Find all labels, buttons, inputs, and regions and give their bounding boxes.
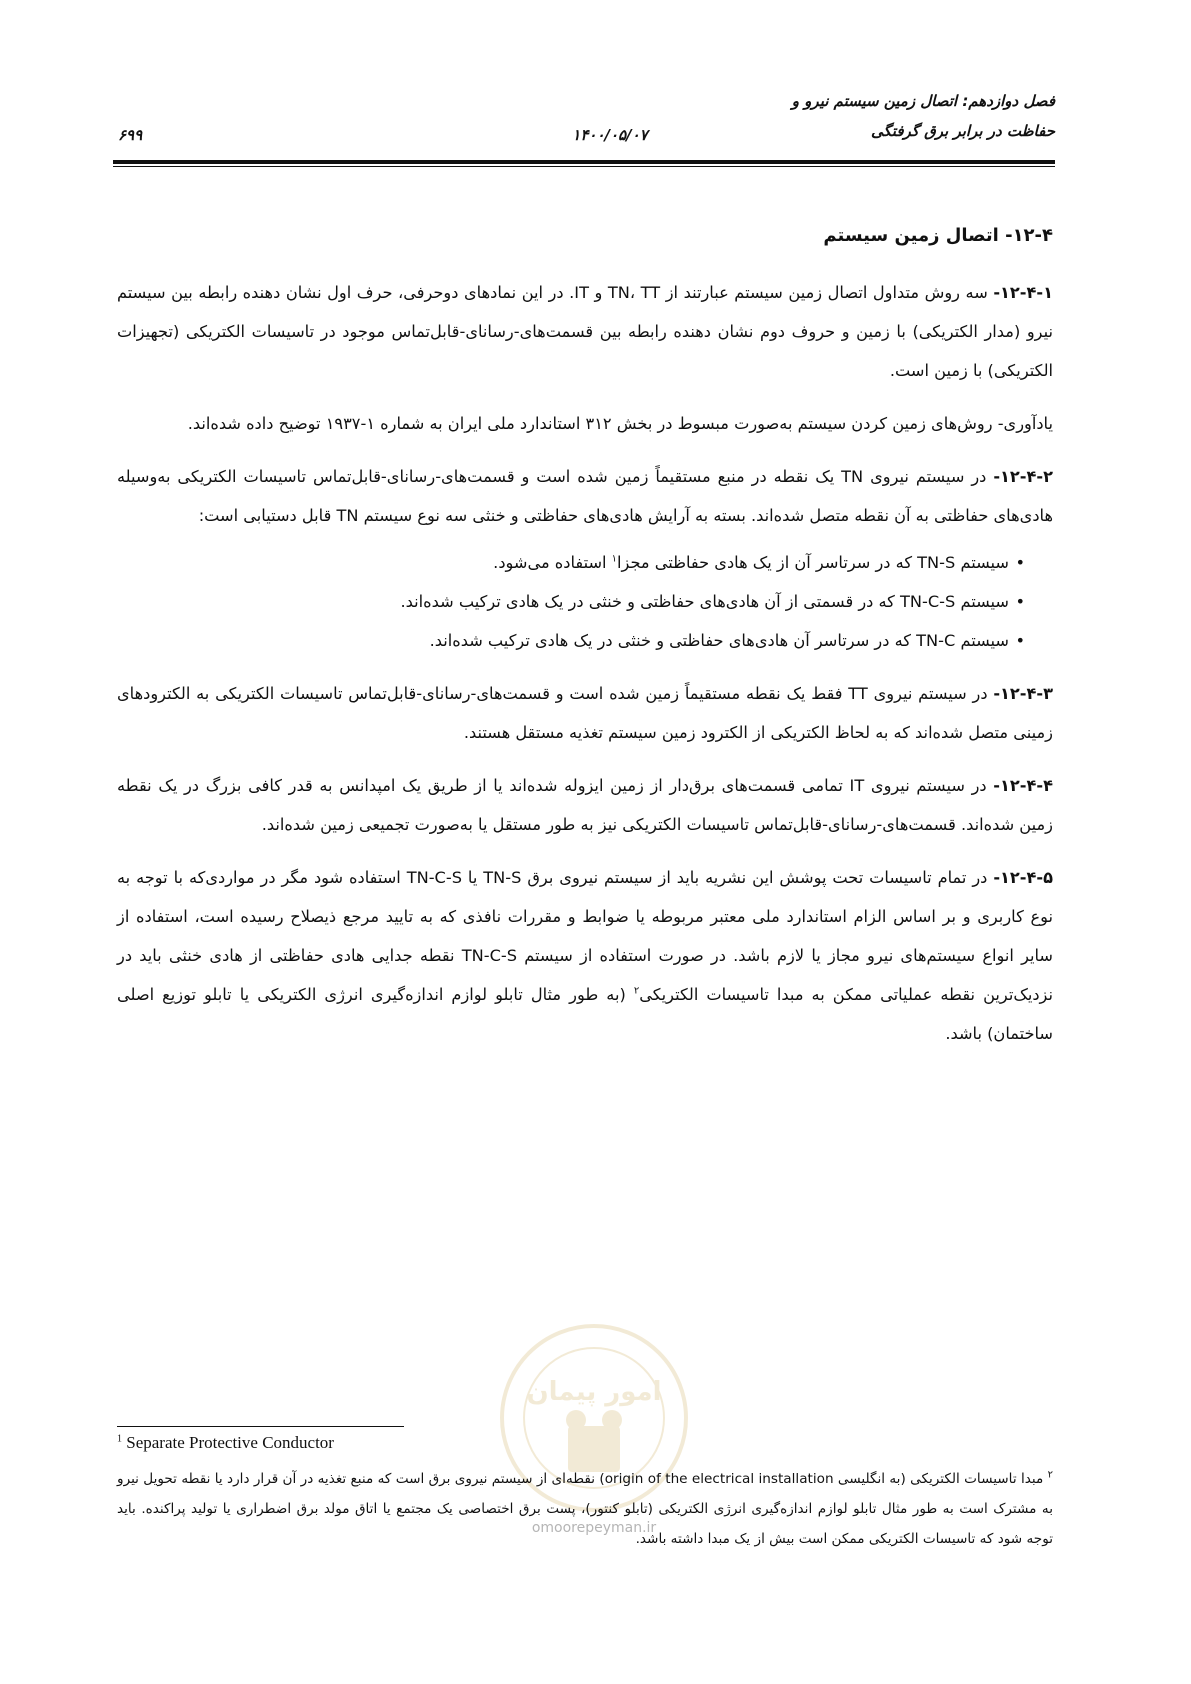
list-item <box>117 582 1025 621</box>
footnote-2 <box>117 1464 1053 1554</box>
list-item-text: سیستم TN-C که در سرتاسر آن هادی‌های حفاظتی و خنثی در یک هادی ترکیب شده‌اند. <box>429 631 1009 650</box>
clause-number: ۱۲-۴-۴- <box>993 776 1053 795</box>
list-item-text: سیستم TN-C-S که در قسمتی از آن هادی‌های حفاظتی و خنثی در یک هادی ترکیب شده‌اند. <box>400 592 1009 611</box>
paragraph-12-4-3 <box>117 674 1053 752</box>
header-rule-thin <box>113 166 1055 167</box>
paragraph-12-4-1 <box>117 273 1053 390</box>
list-item-tail: استفاده می‌شود. <box>493 553 612 572</box>
chapter-title-line2: حفاظت در برابر برق گرفتگی <box>871 122 1055 140</box>
paragraph-text: در سیستم نیروی TT فقط یک نقطه مستقیماً زمین شده است و قسمت‌های-رسانای-قابل‌تماس تاسیسات الکتریکی به الکترودهای زمینی متصل شده‌اند که به لحاظ الکتریکی از الکترود زمین سیستم تغذیه مستقل هستند. <box>117 684 1053 742</box>
tn-types-list <box>117 543 1053 660</box>
header-date: ۱۴۰۰/۰۵/۰۷ <box>572 126 648 144</box>
reminder-note <box>117 404 1053 443</box>
paragraph-text: در سیستم نیروی TN یک نقطه در منبع مستقیماً زمین شده است و قسمت‌های-رسانای-قابل‌تماس تاسیسات الکتریکی به‌وسیله هادی‌های حفاظتی به آن نقطه متصل شده‌اند. بسته به آرایش هادی‌های حفاظتی و خنثی سه نوع سیستم TN قابل دستیابی است: <box>117 467 1053 525</box>
bullet-icon: • <box>1015 553 1025 572</box>
footnote-ref: ۲ <box>633 985 640 997</box>
paragraph-text: در سیستم نیروی IT تمامی قسمت‌های برق‌دار از زمین ایزوله شده‌اند یا از طریق یک امپدانس به قدر کافی بزرگ در یک نقطه زمین شده‌اند. قسمت‌های-رسانای-قابل‌تماس تاسیسات الکتریکی نیز به طور مستقل یا به‌صورت تجمیعی زمین شده‌اند. <box>117 776 1053 834</box>
paragraph-text: در تمام تاسیسات تحت پوشش این نشریه باید از سیستم نیروی برق TN-S یا TN-C-S استفاده شود مگر در مواردی‌که با توجه به نوع کاربری و بر اساس الزام استاندارد ملی معتبر مربوطه یا ضوابط و مقررات نافذی که به تایید مرجع ذیصلاح رسیده است، استفاده از سایر انواع سیستم‌های نیرو مجاز یا لازم باشد. در صورت استفاده از سیستم TN-C-S نقطه جدایی هادی حفاظتی از هادی خنثی باید در نزدیک‌ترین نقطه عملیاتی ممکن به مبدا تاسیسات الکتریکی <box>117 868 1053 1004</box>
watermark-logo-text: امور پیمان <box>526 1377 662 1407</box>
paragraph-tail: (به طور مثال تابلو لوازم اندازه‌گیری انرژی الکتریکی یا تابلو توزیع اصلی ساختمان) باشد. <box>117 985 1053 1043</box>
footnote-mark: 1 <box>117 1433 122 1445</box>
paragraph-text: سه روش متداول اتصال زمین سیستم عبارتند از TN، TT و IT. در این نمادهای دوحرفی، حرف اول نشان دهنده رابطه بین سیستم نیرو (مدار الکتریکی) با زمین و حروف دوم نشان دهنده رابطه بین قسمت‌های-رسانای-قابل‌تماس موجود در تاسیسات الکتریکی (تجهیزات الکتریکی) با زمین است. <box>117 283 1053 380</box>
clause-number: ۱۲-۴-۱- <box>993 283 1054 302</box>
footnote-ref: ۱ <box>611 553 618 565</box>
footnote-text: Separate Protective Conductor <box>122 1433 334 1452</box>
paragraph-12-4-4 <box>117 766 1053 844</box>
list-item-text: سیستم TN-S که در سرتاسر آن از یک هادی حفاظتی مجزا <box>617 553 1009 572</box>
header-rule-thick <box>113 160 1055 164</box>
footnote-rule <box>117 1426 404 1427</box>
footnote-mark: ۲ <box>1047 1469 1053 1481</box>
footnote-text: مبدا تاسیسات الکتریکی (به انگلیسی origin of the electrical installation) نقطه‌ای از سیستم نیروی برق است که منبع تغذیه در آن قرار دارد یا نقطه تحویل نیرو به مشترک است به طور مثال تابلو لوازم اندازه‌گیری انرژی الکتریکی (تابلو کنتور)، پست برق اختصاصی یک مجتمع یا اتاق مولد برق اضطراری یا تولید پراکنده. باید توجه شود که تاسیسات الکتریکی ممکن است بیش از یک مبدا داشته باشد. <box>117 1471 1053 1547</box>
chapter-title-line1: فصل دوازدهم: اتصال زمین سیستم نیرو و <box>791 92 1055 110</box>
list-item <box>117 621 1025 660</box>
paragraph-12-4-5 <box>117 858 1053 1053</box>
watermark-site: omoorepeyman.ir <box>531 1520 657 1536</box>
bullet-icon: • <box>1015 631 1025 650</box>
page-body <box>117 188 1053 1067</box>
section-heading: ۱۲-۴- اتصال زمین سیستم <box>823 225 1053 246</box>
clause-number: ۱۲-۴-۵- <box>993 868 1053 887</box>
footnote-1 <box>117 1433 617 1453</box>
bullet-icon: • <box>1015 592 1025 611</box>
clause-number: ۱۲-۴-۲- <box>993 467 1054 486</box>
paragraph-12-4-2 <box>117 457 1053 535</box>
list-item <box>117 543 1025 582</box>
page-number: ۶۹۹ <box>118 126 143 144</box>
clause-number: ۱۲-۴-۳- <box>993 684 1053 703</box>
note-text: یادآوری- روش‌های زمین کردن سیستم به‌صورت مبسوط در بخش ۳۱۲ استاندارد ملی ایران به شماره ۱-۱۹۳۷ توضیح داده شده‌اند. <box>187 414 1053 433</box>
